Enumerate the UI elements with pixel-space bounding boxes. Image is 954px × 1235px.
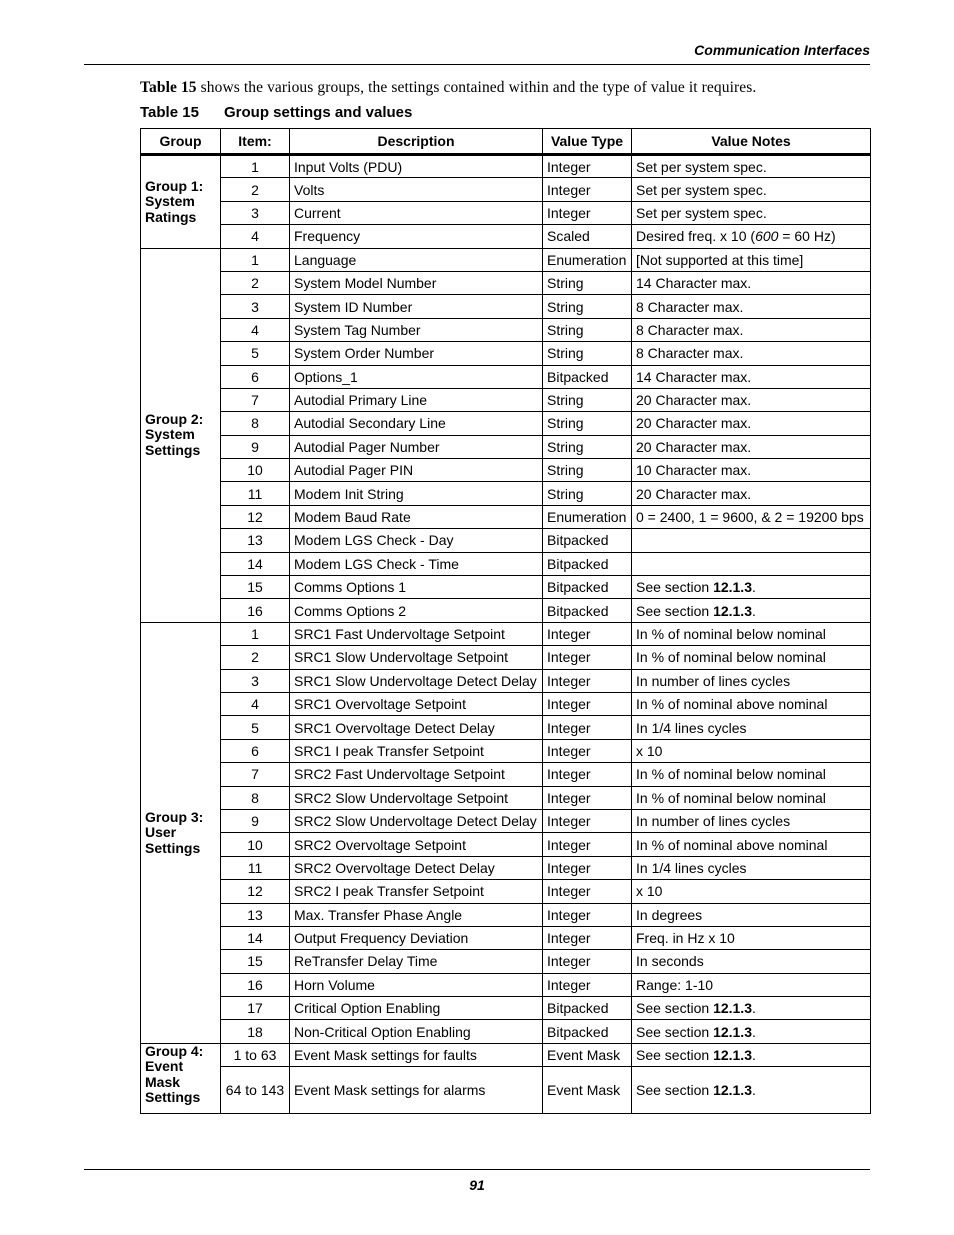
value-type-cell: Bitpacked — [543, 365, 632, 388]
description-cell: Non-Critical Option Enabling — [290, 1020, 543, 1043]
description-cell: Current — [290, 201, 543, 224]
column-header-group: Group — [141, 129, 221, 155]
description-cell: Modem LGS Check - Time — [290, 552, 543, 575]
intro-table-ref: Table 15 — [140, 79, 197, 96]
description-cell: Modem Baud Rate — [290, 505, 543, 528]
table-row — [141, 342, 871, 365]
value-notes-cell: 14 Character max. — [632, 365, 871, 388]
value-notes-cell — [632, 552, 871, 575]
intro-paragraph — [140, 79, 870, 97]
item-cell: 10 — [221, 459, 290, 482]
value-type-cell: Integer — [543, 155, 632, 178]
table-header-row — [141, 129, 871, 155]
item-cell: 9 — [221, 435, 290, 458]
description-cell: Volts — [290, 178, 543, 201]
value-type-cell: Integer — [543, 950, 632, 973]
item-cell: 9 — [221, 809, 290, 832]
table-row — [141, 739, 871, 762]
item-cell: 7 — [221, 763, 290, 786]
value-type-cell: String — [543, 412, 632, 435]
value-type-cell: Integer — [543, 833, 632, 856]
description-cell: SRC1 Overvoltage Detect Delay — [290, 716, 543, 739]
value-type-cell: Event Mask — [543, 1043, 632, 1066]
description-cell: Autodial Pager Number — [290, 435, 543, 458]
table-row — [141, 318, 871, 341]
value-notes-cell: Set per system spec. — [632, 201, 871, 224]
description-cell: Modem LGS Check - Day — [290, 529, 543, 552]
description-cell: Event Mask settings for alarms — [290, 1067, 543, 1114]
value-type-cell: String — [543, 271, 632, 294]
value-type-cell: Integer — [543, 692, 632, 715]
section-reference: 12.1.3 — [713, 579, 752, 596]
item-cell: 2 — [221, 178, 290, 201]
value-type-cell: Integer — [543, 739, 632, 762]
table-row — [141, 622, 871, 645]
description-cell: Autodial Primary Line — [290, 388, 543, 411]
description-cell: Horn Volume — [290, 973, 543, 996]
table-caption-title: Group settings and values — [224, 104, 413, 121]
table-row — [141, 716, 871, 739]
value-notes-cell: 20 Character max. — [632, 482, 871, 505]
value-notes-cell: In number of lines cycles — [632, 669, 871, 692]
value-type-cell: Integer — [543, 622, 632, 645]
description-cell: SRC1 Fast Undervoltage Setpoint — [290, 622, 543, 645]
description-cell: Output Frequency Deviation — [290, 926, 543, 949]
description-cell: System Model Number — [290, 271, 543, 294]
notes-text: Desired freq. x 10 ( — [636, 228, 756, 245]
item-cell: 17 — [221, 997, 290, 1020]
item-cell: 8 — [221, 786, 290, 809]
item-cell: 8 — [221, 412, 290, 435]
description-cell: Event Mask settings for faults — [290, 1043, 543, 1066]
section-reference: 12.1.3 — [713, 1023, 752, 1040]
table-row — [141, 786, 871, 809]
value-type-cell: Integer — [543, 763, 632, 786]
value-notes-cell: In % of nominal below nominal — [632, 646, 871, 669]
value-notes-cell — [632, 599, 871, 622]
value-notes-cell: In number of lines cycles — [632, 809, 871, 832]
value-notes-cell: x 10 — [632, 880, 871, 903]
value-notes-cell: 8 Character max. — [632, 295, 871, 318]
value-type-cell: Bitpacked — [543, 599, 632, 622]
group-name-cell: Group 4: Event Mask Settings — [141, 1043, 221, 1113]
value-notes-cell: 14 Character max. — [632, 271, 871, 294]
description-cell: System Tag Number — [290, 318, 543, 341]
item-cell: 12 — [221, 880, 290, 903]
table-row — [141, 833, 871, 856]
group-name-cell: Group 2: System Settings — [141, 248, 221, 622]
table-body — [141, 155, 871, 1114]
notes-text: See section — [636, 1047, 714, 1064]
table-row — [141, 646, 871, 669]
value-notes-cell — [632, 576, 871, 599]
table-row — [141, 903, 871, 926]
value-type-cell: Event Mask — [543, 1067, 632, 1114]
description-cell: Options_1 — [290, 365, 543, 388]
value-notes-cell: 8 Character max. — [632, 318, 871, 341]
section-reference: 12.1.3 — [713, 1000, 752, 1017]
table-row — [141, 856, 871, 879]
value-type-cell: String — [543, 482, 632, 505]
table-row — [141, 973, 871, 996]
description-cell: SRC2 I peak Transfer Setpoint — [290, 880, 543, 903]
table-row — [141, 692, 871, 715]
item-cell: 10 — [221, 833, 290, 856]
item-cell: 1 — [221, 248, 290, 271]
description-cell: System ID Number — [290, 295, 543, 318]
item-cell: 5 — [221, 716, 290, 739]
item-cell: 4 — [221, 318, 290, 341]
table-row — [141, 669, 871, 692]
table-row — [141, 997, 871, 1020]
description-cell: SRC2 Slow Undervoltage Detect Delay — [290, 809, 543, 832]
description-cell: Modem Init String — [290, 482, 543, 505]
item-cell: 3 — [221, 669, 290, 692]
description-cell: System Order Number — [290, 342, 543, 365]
table-row — [141, 880, 871, 903]
table-row — [141, 529, 871, 552]
table-row — [141, 412, 871, 435]
item-cell: 1 — [221, 622, 290, 645]
value-notes-cell: [Not supported at this time] — [632, 248, 871, 271]
item-cell: 2 — [221, 646, 290, 669]
table-row — [141, 178, 871, 201]
value-type-cell: Integer — [543, 856, 632, 879]
description-cell: SRC2 Fast Undervoltage Setpoint — [290, 763, 543, 786]
intro-text: shows the various groups, the settings contained within and the type of value it requires. — [196, 79, 757, 96]
value-notes-cell: 20 Character max. — [632, 435, 871, 458]
notes-text: See section — [636, 1000, 714, 1017]
description-cell: Comms Options 2 — [290, 599, 543, 622]
value-notes-cell — [632, 1067, 871, 1114]
value-type-cell: String — [543, 388, 632, 411]
table-row — [141, 201, 871, 224]
description-cell: Autodial Pager PIN — [290, 459, 543, 482]
value-type-cell: Integer — [543, 646, 632, 669]
value-type-cell: Bitpacked — [543, 997, 632, 1020]
table-row — [141, 248, 871, 271]
description-cell: Input Volts (PDU) — [290, 155, 543, 178]
description-cell: Critical Option Enabling — [290, 997, 543, 1020]
table-caption-label: Table 15 — [140, 104, 199, 121]
value-type-cell: Integer — [543, 973, 632, 996]
value-notes-cell: In 1/4 lines cycles — [632, 856, 871, 879]
value-notes-cell — [632, 997, 871, 1020]
value-notes-cell: 0 = 2400, 1 = 9600, & 2 = 19200 bps — [632, 505, 871, 528]
value-notes-cell: 10 Character max. — [632, 459, 871, 482]
value-notes-cell: Range: 1-10 — [632, 973, 871, 996]
item-cell: 3 — [221, 201, 290, 224]
value-notes-cell: 8 Character max. — [632, 342, 871, 365]
value-type-cell: Integer — [543, 880, 632, 903]
item-cell: 64 to 143 — [221, 1067, 290, 1114]
notes-text: . — [752, 1082, 756, 1099]
item-cell: 4 — [221, 225, 290, 248]
table-row — [141, 505, 871, 528]
value-type-cell: String — [543, 459, 632, 482]
item-cell: 1 to 63 — [221, 1043, 290, 1066]
item-cell: 12 — [221, 505, 290, 528]
notes-text: . — [752, 1000, 756, 1017]
value-notes-cell: In % of nominal below nominal — [632, 786, 871, 809]
item-cell: 6 — [221, 365, 290, 388]
notes-text: . — [752, 602, 756, 619]
table-row — [141, 435, 871, 458]
notes-text: See section — [636, 1023, 714, 1040]
description-cell: Autodial Secondary Line — [290, 412, 543, 435]
section-reference: 12.1.3 — [713, 1082, 752, 1099]
notes-text: See section — [636, 602, 714, 619]
description-cell: ReTransfer Delay Time — [290, 950, 543, 973]
value-type-cell: Bitpacked — [543, 1020, 632, 1043]
item-cell: 7 — [221, 388, 290, 411]
value-notes-cell: Set per system spec. — [632, 155, 871, 178]
value-type-cell: Integer — [543, 716, 632, 739]
item-cell: 14 — [221, 926, 290, 949]
item-cell: 11 — [221, 482, 290, 505]
description-cell: SRC2 Overvoltage Setpoint — [290, 833, 543, 856]
value-notes-cell: 20 Character max. — [632, 412, 871, 435]
column-header-description: Description — [290, 129, 543, 155]
table-row — [141, 365, 871, 388]
value-notes-cell — [632, 1043, 871, 1066]
value-type-cell: Integer — [543, 809, 632, 832]
group-name-cell: Group 1: System Ratings — [141, 155, 221, 249]
value-type-cell: String — [543, 435, 632, 458]
notes-text: See section — [636, 579, 714, 596]
description-cell: SRC1 Slow Undervoltage Setpoint — [290, 646, 543, 669]
description-cell: Language — [290, 248, 543, 271]
value-type-cell: String — [543, 318, 632, 341]
value-type-cell: Enumeration — [543, 248, 632, 271]
value-type-cell: Bitpacked — [543, 529, 632, 552]
description-cell: SRC2 Overvoltage Detect Delay — [290, 856, 543, 879]
value-notes-cell: In % of nominal above nominal — [632, 692, 871, 715]
description-cell: Max. Transfer Phase Angle — [290, 903, 543, 926]
running-header: Communication Interfaces — [694, 42, 870, 58]
table-row — [141, 1020, 871, 1043]
item-cell: 2 — [221, 271, 290, 294]
description-cell: Comms Options 1 — [290, 576, 543, 599]
item-cell: 5 — [221, 342, 290, 365]
item-cell: 13 — [221, 903, 290, 926]
page-number: 91 — [469, 1177, 485, 1193]
description-cell: SRC1 Overvoltage Setpoint — [290, 692, 543, 715]
item-cell: 3 — [221, 295, 290, 318]
item-cell: 11 — [221, 856, 290, 879]
item-cell: 6 — [221, 739, 290, 762]
description-cell: SRC1 I peak Transfer Setpoint — [290, 739, 543, 762]
item-cell: 16 — [221, 973, 290, 996]
group-name-cell: Group 3: User Settings — [141, 622, 221, 1043]
table-row — [141, 225, 871, 248]
value-notes-cell: In % of nominal above nominal — [632, 833, 871, 856]
section-reference: 12.1.3 — [713, 602, 752, 619]
table-row — [141, 388, 871, 411]
value-notes-cell: In % of nominal below nominal — [632, 622, 871, 645]
value-type-cell: Bitpacked — [543, 576, 632, 599]
value-type-cell: Bitpacked — [543, 552, 632, 575]
item-cell: 16 — [221, 599, 290, 622]
value-notes-cell: x 10 — [632, 739, 871, 762]
table-row — [141, 576, 871, 599]
notes-text: See section — [636, 1082, 714, 1099]
notes-text: . — [752, 1023, 756, 1040]
table-row — [141, 295, 871, 318]
value-type-cell: Enumeration — [543, 505, 632, 528]
value-type-cell: Integer — [543, 669, 632, 692]
item-cell: 4 — [221, 692, 290, 715]
value-type-cell: Integer — [543, 786, 632, 809]
value-notes-cell — [632, 529, 871, 552]
value-notes-cell — [632, 1020, 871, 1043]
value-type-cell: Scaled — [543, 225, 632, 248]
value-notes-cell — [632, 225, 871, 248]
column-header-value-notes: Value Notes — [632, 129, 871, 155]
column-header-value-type: Value Type — [543, 129, 632, 155]
description-cell: SRC1 Slow Undervoltage Detect Delay — [290, 669, 543, 692]
item-cell: 13 — [221, 529, 290, 552]
notes-emphasis: 600 — [755, 228, 779, 245]
value-notes-cell: Freq. in Hz x 10 — [632, 926, 871, 949]
table-row — [141, 1043, 871, 1066]
section-reference: 12.1.3 — [713, 1047, 752, 1064]
value-type-cell: String — [543, 295, 632, 318]
table-row — [141, 1067, 871, 1114]
value-type-cell: Integer — [543, 201, 632, 224]
value-notes-cell: 20 Character max. — [632, 388, 871, 411]
table-row — [141, 459, 871, 482]
table-row — [141, 763, 871, 786]
item-cell: 1 — [221, 155, 290, 178]
item-cell: 15 — [221, 950, 290, 973]
table-row — [141, 271, 871, 294]
value-notes-cell: In degrees — [632, 903, 871, 926]
table-row — [141, 552, 871, 575]
value-notes-cell: Set per system spec. — [632, 178, 871, 201]
value-type-cell: Integer — [543, 178, 632, 201]
table-row — [141, 482, 871, 505]
value-type-cell: String — [543, 342, 632, 365]
table-row — [141, 809, 871, 832]
footer-rule — [84, 1169, 870, 1170]
item-cell: 14 — [221, 552, 290, 575]
table-row — [141, 950, 871, 973]
notes-text: . — [752, 579, 756, 596]
description-cell: SRC2 Slow Undervoltage Setpoint — [290, 786, 543, 809]
value-notes-cell: In 1/4 lines cycles — [632, 716, 871, 739]
notes-text: = 60 Hz) — [778, 228, 836, 245]
value-type-cell: Integer — [543, 926, 632, 949]
group-settings-table — [140, 128, 871, 1114]
value-notes-cell: In % of nominal below nominal — [632, 763, 871, 786]
table-caption — [140, 104, 412, 121]
header-rule — [84, 64, 870, 65]
table-row — [141, 926, 871, 949]
description-cell: Frequency — [290, 225, 543, 248]
value-notes-cell: In seconds — [632, 950, 871, 973]
column-header-item: Item: — [221, 129, 290, 155]
notes-text: . — [752, 1047, 756, 1064]
item-cell: 15 — [221, 576, 290, 599]
table-row — [141, 599, 871, 622]
item-cell: 18 — [221, 1020, 290, 1043]
table-row — [141, 155, 871, 178]
value-type-cell: Integer — [543, 903, 632, 926]
